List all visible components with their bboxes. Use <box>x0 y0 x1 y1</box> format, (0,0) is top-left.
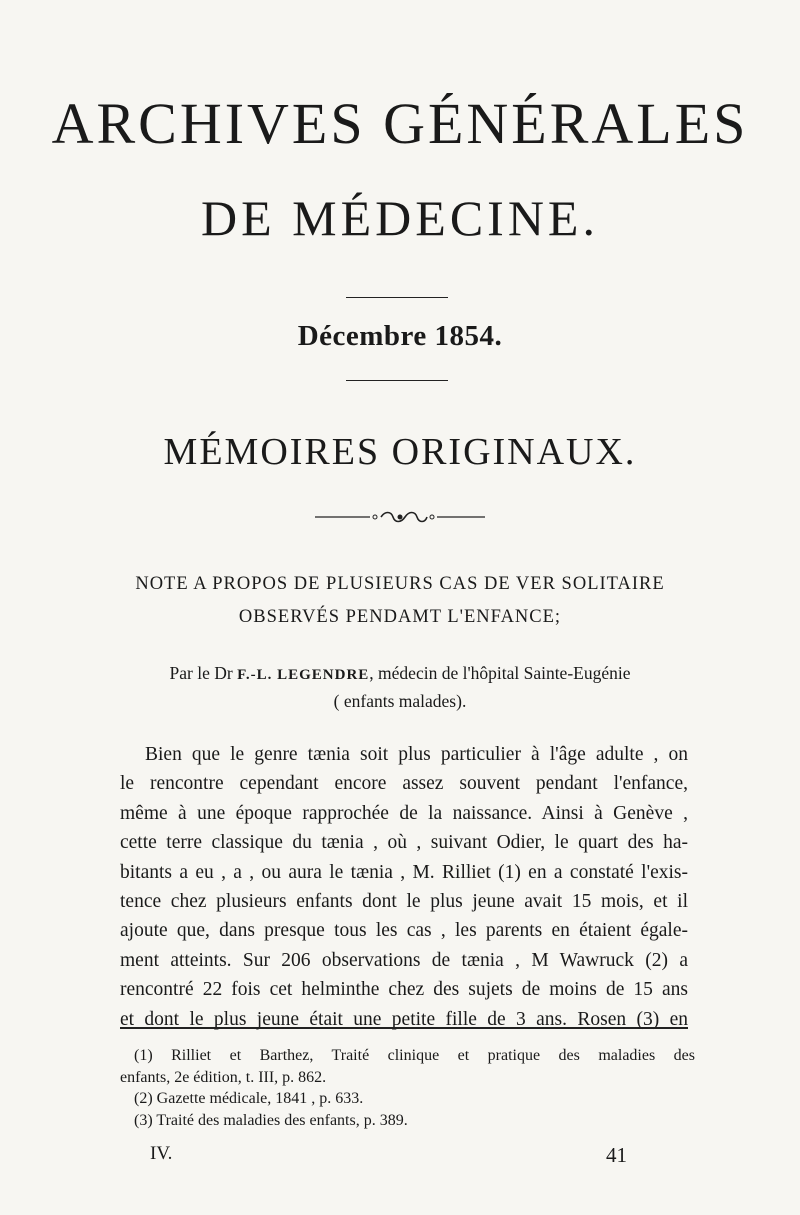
divider-rule-top <box>346 297 448 298</box>
byline <box>0 660 800 714</box>
footnotes <box>120 1045 695 1131</box>
body-line: même à une époque rapprochée de la naissance. Ainsi à Genève , <box>120 802 688 824</box>
article-body <box>120 740 688 1034</box>
footnote-line: (1) Rilliet et Barthez, Traité clinique et pratique des maladies des <box>134 1047 695 1064</box>
issue-date: Décembre 1854. <box>297 320 503 352</box>
article-title <box>0 568 800 634</box>
body-line: et dont le plus jeune était une petite fille de 3 ans. Rosen (3) en <box>120 1008 688 1030</box>
section-title: MÉMOIRES ORIGINAUX. <box>163 431 637 473</box>
footnote-separator <box>120 1027 688 1029</box>
divider-rule-bottom <box>346 380 448 381</box>
author-affiliation-line2: ( enfants malades). <box>333 691 467 711</box>
journal-title: ARCHIVES GÉNÉRALES <box>51 91 749 156</box>
footnote-line: (3) Traité des maladies des enfants, p. 389. <box>134 1111 408 1129</box>
body-line: ajoute que, dans presque tous les cas , les parents en étaient égale- <box>120 920 688 942</box>
body-line: cette terre classique du tænia , où , suivant Odier, le quart des ha- <box>120 832 688 854</box>
article-title-line: OBSERVÉS PENDAMT L'ENFANCE; <box>238 607 562 627</box>
footnote-line: (2) Gazette médicale, 1841 , p. 633. <box>134 1090 364 1107</box>
body-line: Bien que le genre tænia soit plus particulier à l'âge adulte , on <box>145 744 688 765</box>
byline-prefix: Par le Dr <box>169 663 233 683</box>
footnote-line: enfants, 2e édition, t. III, p. 862. <box>120 1068 327 1086</box>
body-line: le rencontre cependant encore assez souvent pendant l'enfance, <box>120 773 688 795</box>
body-line: bitants a eu , a , ou aura le tænia , M. Rilliet (1) en a constaté l'exis- <box>120 861 688 883</box>
byline-line <box>0 660 800 688</box>
author-name: F.-L. LEGENDRE <box>237 667 370 683</box>
body-line: ment atteints. Sur 206 observations de tænia , M Wawruck (2) a <box>120 949 688 971</box>
journal-subtitle: DE MÉDECINE. <box>201 190 599 246</box>
page-number: 41 <box>606 1143 627 1167</box>
signature-mark: IV. <box>150 1143 173 1164</box>
article-title-line: NOTE A PROPOS DE PLUSIEURS CAS DE VER SOLITAIRE <box>135 574 665 594</box>
body-line: rencontré 22 fois cet helminthe chez des sujets de moins de 15 ans <box>120 979 688 1001</box>
author-affiliation: , médecin de l'hôpital Sainte-Eugénie <box>369 663 631 683</box>
body-line: tence chez plusieurs enfants dont le plus jeune avait 15 mois, et il <box>120 891 688 913</box>
ornament-divider-icon <box>315 510 485 524</box>
